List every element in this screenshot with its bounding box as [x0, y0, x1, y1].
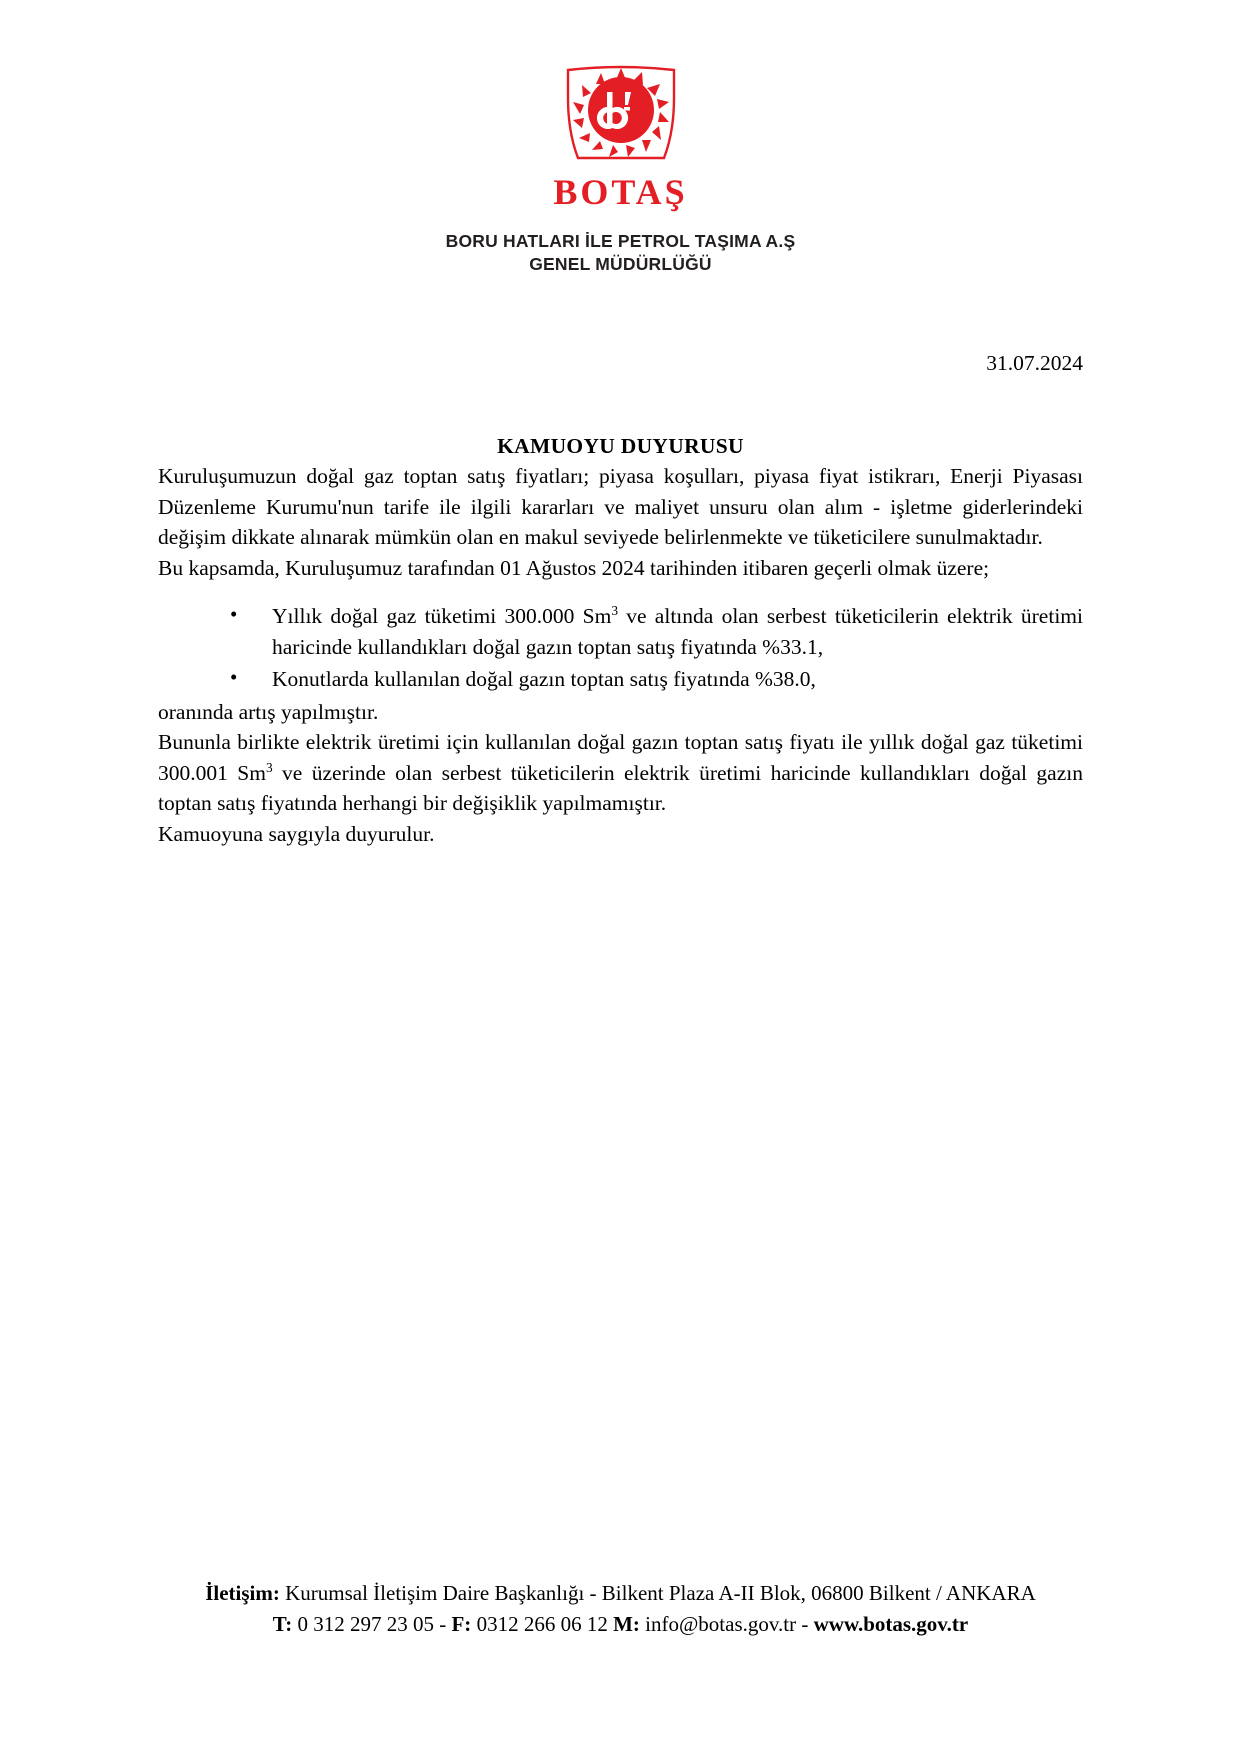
footer-address-value: Kurumsal İletişim Daire Başkanlığı - Bilkent Plaza A-II Blok, 06800 Bilkent / ANKARA — [279, 1581, 1036, 1606]
paragraph-intro: Kuruluşumuzun doğal gaz toptan satış fiyatları; piyasa koşulları, piyasa fiyat istikrarı, Enerji Piyasası Düzenleme Kurumu'nun tarife ile ilgili kararları ve maliyet unsuru olan alım - işletme giderlerindeki değişim dikkate alınarak mümkün olan en makul seviyede belirlenmekte ve tüketicilere sunulmaktadır. — [158, 464, 1083, 550]
organization-name-line: BORU HATLARI İLE PETROL TAŞIMA A.Ş — [445, 231, 796, 251]
paragraph-scope: Bu kapsamda, Kuruluşumuz tarafından 01 Ağustos 2024 tarihinden itibaren geçerli olmak üzere; — [158, 555, 990, 580]
footer-fax-label: F: — [451, 1611, 472, 1636]
paragraph-closing: Kamuoyuna saygıyla duyurulur. — [158, 821, 435, 846]
list-item-text-after: ve altında olan serbest tüketicilerin elektrik üretimi haricinde kullandıkları doğal gazın toptan satış fiyatında %33.1, — [272, 604, 1083, 659]
document-body — [158, 348, 1083, 849]
footer-contact-label: İletişim: — [205, 1581, 280, 1606]
price-increase-list — [158, 601, 1083, 695]
paragraph-no-change — [158, 727, 1083, 819]
list-item — [230, 601, 1083, 662]
organization-department-line: GENEL MÜDÜRLÜĞÜ — [529, 254, 712, 275]
document-date: 31.07.2024 — [986, 351, 1083, 376]
footer-contact — [0, 1578, 1241, 1639]
paragraph-text-after: ve üzerinde olan serbest tüketicilerin elektrik üretimi haricinde kullandıkları doğal gazın toptan satış fiyatında herhangi bir değişiklik yapılmamıştır. — [158, 760, 1083, 816]
list-item-text-before: Yıllık doğal gaz tüketimi 300.000 Sm — [272, 604, 612, 629]
footer-separator-1: - — [439, 1611, 452, 1636]
paragraph-increase-closing: oranında artış yapılmıştır. — [158, 699, 379, 724]
footer-phone-label: T: — [272, 1611, 293, 1636]
footer-separator-2: - — [801, 1611, 814, 1636]
footer-mail-label: M: — [613, 1611, 640, 1636]
footer-address-line — [0, 1578, 1241, 1608]
botas-shield-flame-logo — [546, 62, 696, 170]
botas-wordmark: BOTAŞ — [553, 172, 688, 212]
footer-email-value[interactable]: info@botas.gov.tr — [639, 1611, 802, 1636]
footer-phone-line — [0, 1609, 1241, 1639]
list-item-text-before: Konutlarda kullanılan doğal gazın toptan satış fiyatında %38.0, — [272, 667, 816, 692]
list-item — [230, 664, 1083, 695]
page-title: KAMUOYU DUYURUSU — [497, 433, 744, 458]
superscript-unit: 3 — [611, 603, 618, 619]
letterhead — [0, 0, 1241, 276]
footer-phone-value: 0 312 297 23 05 — [292, 1611, 440, 1636]
superscript-unit: 3 — [265, 759, 273, 775]
footer-website-link[interactable]: www.botas.gov.tr — [813, 1611, 969, 1636]
paragraph-text-before: Bununla birlikte elektrik üretimi için kullanılan doğal gazın toptan satış fiyatı ile yıllık doğal gaz tüketimi 300.001 Sm — [158, 730, 1083, 785]
footer-fax-value: 0312 266 06 12 — [471, 1611, 614, 1636]
organization-subtitle — [446, 230, 796, 276]
